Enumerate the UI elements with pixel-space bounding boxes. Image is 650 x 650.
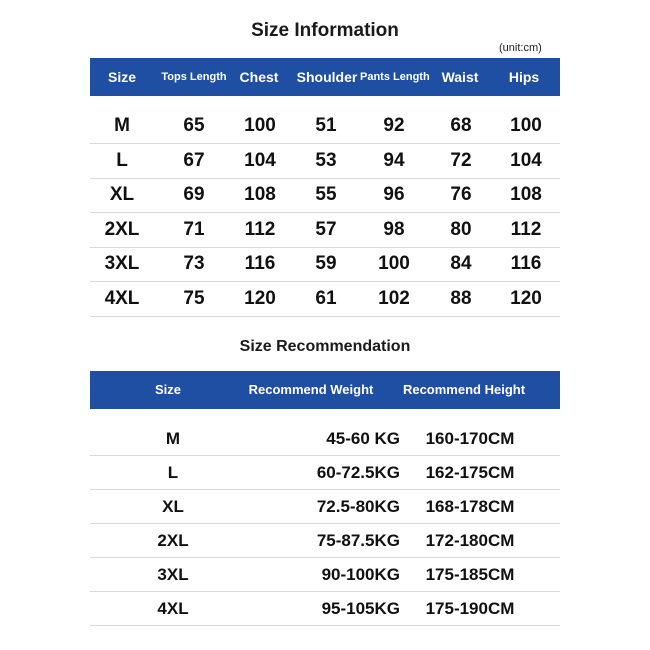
table-cell: 71 [183, 218, 205, 240]
table-row [90, 247, 560, 282]
table-cell: L [167, 463, 179, 482]
table-cell: 112 [244, 218, 276, 240]
table-cell: 96 [383, 184, 405, 205]
header-recommend-height: Recommend Height [402, 382, 526, 397]
table-cell: M [165, 429, 181, 448]
table-cell: 4XL [157, 599, 189, 618]
table-cell: 104 [510, 149, 542, 171]
size-recommendation-title: Size Recommendation [239, 338, 411, 355]
header-hips: Hips [508, 69, 540, 85]
table-cell: 104 [244, 149, 276, 171]
table-cell: 98 [383, 218, 405, 240]
table-cell: 61 [315, 287, 337, 309]
table-cell: 102 [378, 287, 410, 309]
table-cell: 120 [510, 287, 542, 309]
table-row [90, 456, 560, 490]
table-cell: XL [162, 497, 184, 516]
table-cell: 84 [450, 253, 472, 274]
header-recommend-weight: Recommend Weight [248, 382, 374, 397]
table-cell: 168-178CM [425, 497, 515, 516]
size-recommendation-header [90, 371, 560, 409]
table-cell: 4XL [104, 287, 140, 309]
table-cell: 120 [244, 287, 276, 309]
table-cell: M [114, 115, 130, 136]
table-cell: 116 [244, 253, 276, 274]
table-row [90, 178, 560, 213]
table-cell: 57 [315, 218, 337, 240]
table-cell: 160-170CM [425, 429, 515, 448]
table-cell: 53 [315, 149, 337, 171]
table-cell: 76 [450, 184, 472, 205]
table-cell: 73 [183, 253, 205, 274]
table-cell: 65 [183, 115, 205, 136]
table-cell: 69 [183, 184, 205, 205]
table-row [90, 490, 560, 524]
table-cell: 100 [378, 253, 410, 274]
table-cell: 108 [510, 184, 542, 205]
header-rec-size: Size [154, 382, 181, 397]
table-cell: 90-100KG [321, 565, 400, 584]
table-cell: 2XL [157, 531, 189, 550]
table-cell: 67 [183, 149, 205, 171]
table-cell: 175-185CM [425, 565, 515, 584]
table-row [90, 109, 560, 144]
table-cell: 3XL [157, 565, 189, 584]
table-cell: XL [109, 184, 135, 205]
header-waist: Waist [441, 69, 479, 85]
table-cell: 55 [315, 184, 337, 205]
table-cell: 72 [450, 149, 472, 171]
unit-label: (unit:cm) [499, 42, 542, 54]
table-cell: 116 [510, 253, 542, 274]
table-cell: 75 [183, 287, 205, 309]
size-information-title: Size Information [251, 20, 399, 41]
table-cell: 60-72.5KG [316, 463, 400, 482]
table-row [90, 558, 560, 592]
header-tops-length: Tops Length [161, 71, 227, 83]
table-cell: 108 [244, 184, 276, 205]
table-cell: 51 [315, 115, 337, 136]
table-cell: 112 [510, 218, 542, 240]
table-cell: 59 [315, 253, 337, 274]
table-cell: 172-180CM [425, 531, 515, 550]
table-cell: 68 [450, 115, 472, 136]
table-cell: 92 [383, 115, 405, 136]
table-cell: 3XL [104, 253, 140, 274]
table-cell: 72.5-80KG [316, 497, 400, 516]
table-row [90, 592, 560, 626]
table-row [90, 213, 560, 248]
table-cell: 88 [450, 287, 472, 309]
header-shoulder: Shoulder [296, 69, 358, 85]
table-row [90, 282, 560, 317]
table-cell: L [116, 149, 128, 171]
table-cell: 95-105KG [321, 599, 400, 618]
table-cell: 2XL [104, 218, 140, 240]
size-information-header [90, 58, 560, 96]
table-cell: 45-60 KG [326, 429, 400, 448]
table-row [90, 524, 560, 558]
table-cell: 80 [450, 218, 472, 240]
table-cell: 94 [383, 149, 405, 171]
table-cell: 162-175CM [425, 463, 515, 482]
table-cell: 75-87.5KG [316, 531, 400, 550]
table-cell: 100 [510, 115, 542, 136]
header-chest: Chest [239, 69, 279, 85]
table-cell: 100 [244, 115, 276, 136]
table-row [90, 422, 560, 456]
table-row [90, 144, 560, 179]
header-pants-length: Pants Length [360, 71, 430, 83]
table-cell: 175-190CM [425, 599, 515, 618]
header-size: Size [107, 69, 136, 85]
